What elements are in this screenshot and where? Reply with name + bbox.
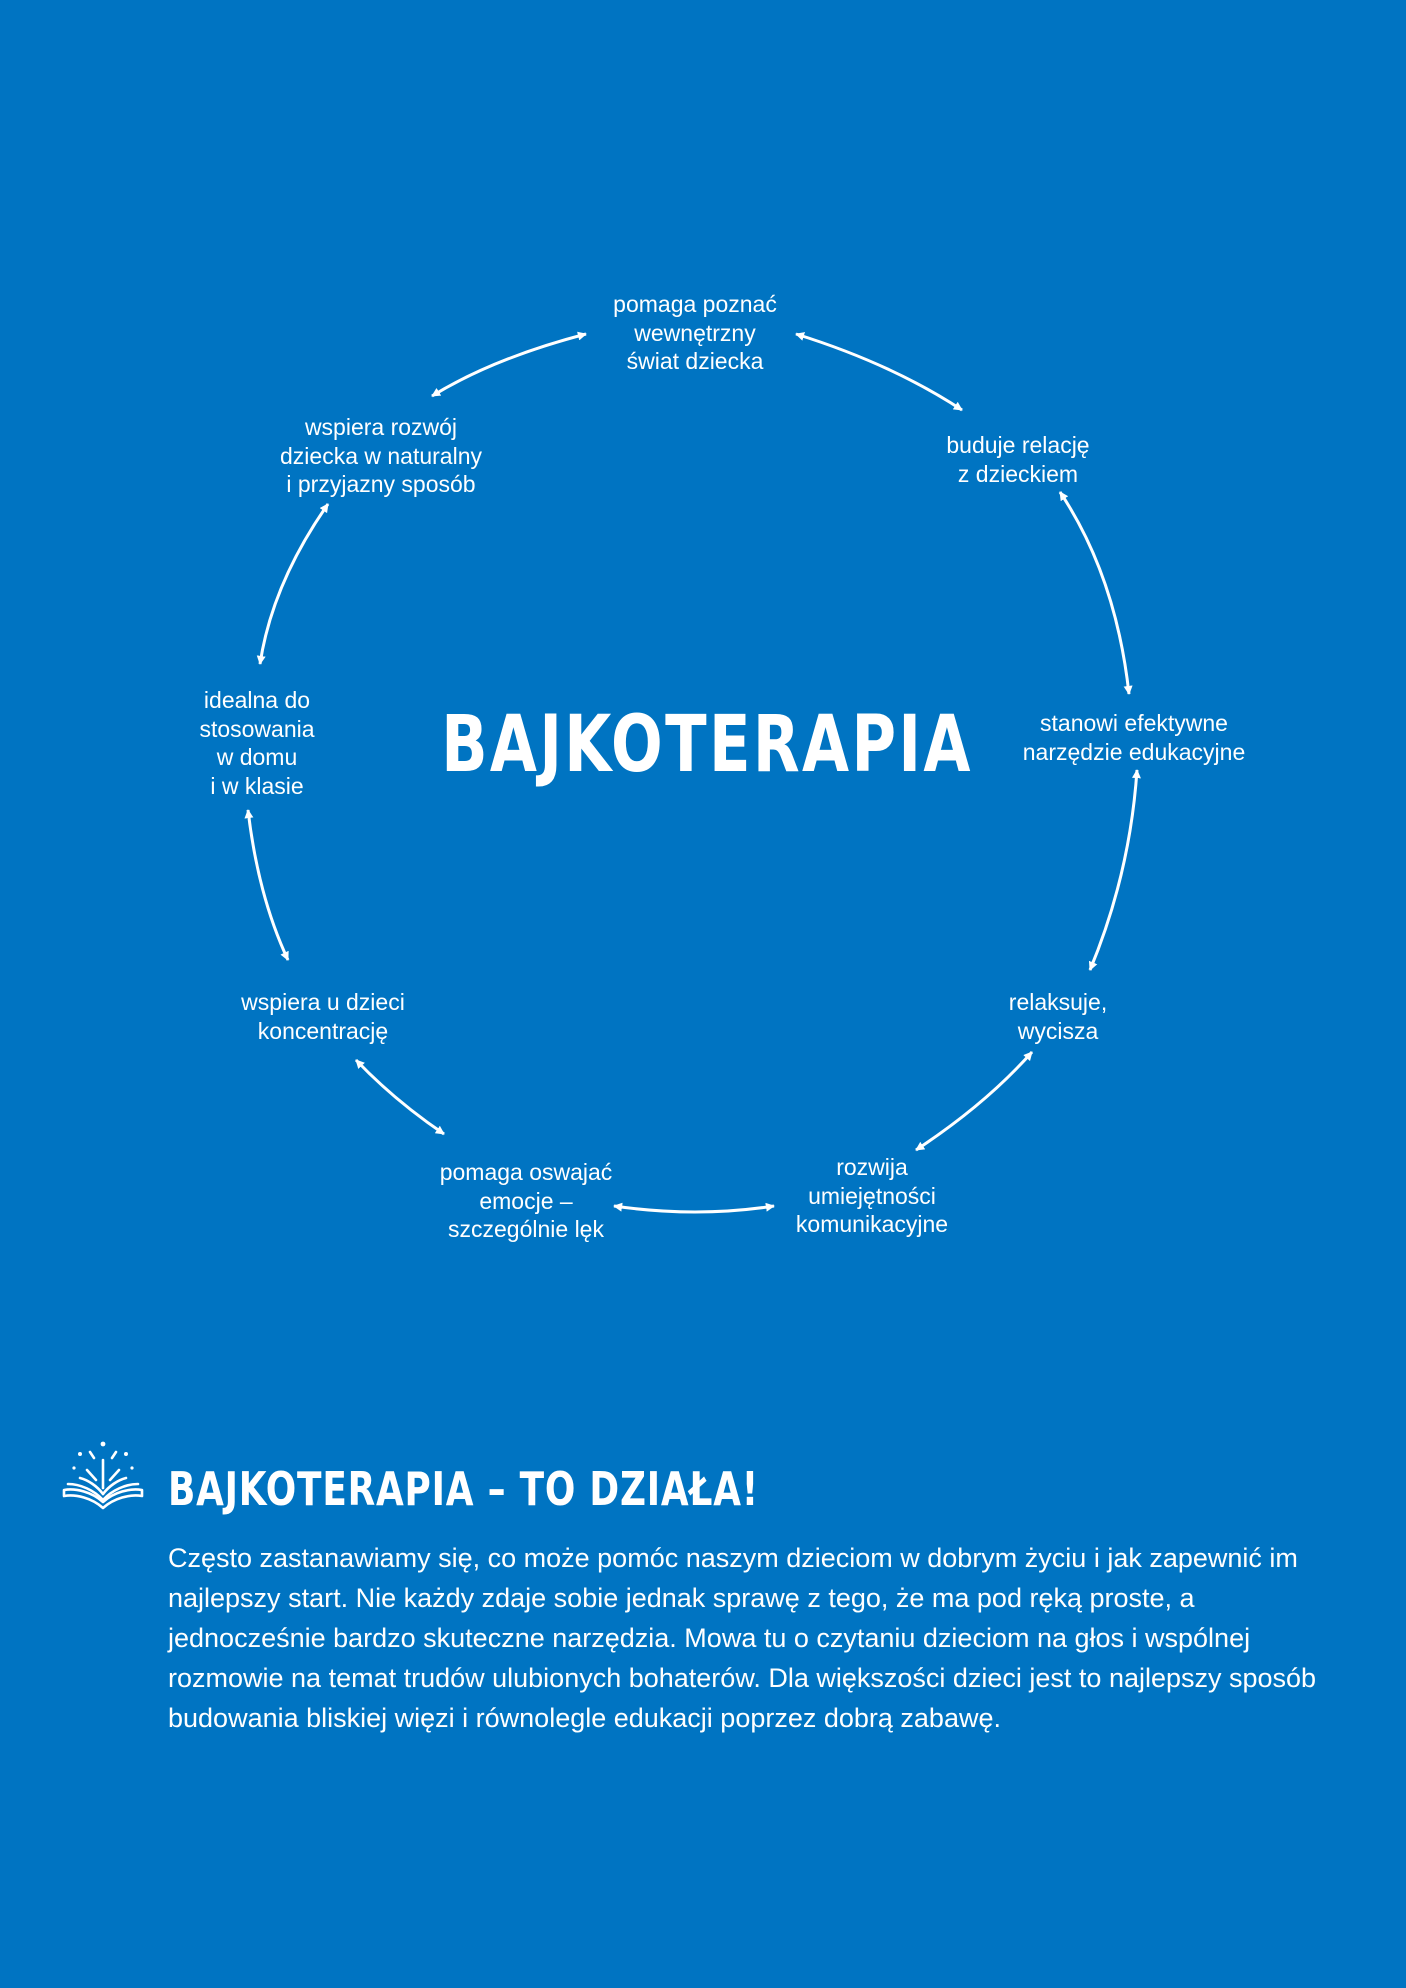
cycle-node-natural-development: wspiera rozwój dziecka w naturalny i przyjazny sposób [280,414,482,497]
arrow-natural-to-inner [432,334,586,396]
cycle-node-home-and-class: idealna do stosowania w domu i w klasie [199,687,315,799]
cycle-node-educational-tool: stanowi efektywne narzędzie edukacyjne [1022,710,1246,765]
diagram-title: BAJKOTERAPIA [441,700,973,790]
open-book-sparkles-icon [60,1430,146,1516]
arrow-communication-to-emotions [614,1206,774,1212]
arrow-concentration-to-home [248,810,288,960]
cycle-node-inner-world: pomaga poznać wewnętrzny świat dziecka [613,291,777,374]
cycle-node-builds-relationship: buduje relację z dzieckiem [946,432,1090,487]
section-body: Często zastanawiamy się, co może pomóc naszym dzieciom w dobrym życiu i jak zapewnić im najlepszy start. Nie każdy zdaje sobie jednak sprawę z tego, że ma pod ręką proste, a jednocześnie bardzo skuteczne narzędzia. Mowa tu o czytaniu dzieciom na głos i wspólnej rozmowie na temat trudów ulubionych bohaterów. Dla większości dzieci jest to najlepszy sposób budowania bliskiej więzi i równolegle edukacji poprzez dobrą zabawę. [168,1543,1317,1733]
arrow-relaxes-to-communication [916,1052,1032,1150]
arrow-emotions-to-concentration [356,1060,444,1134]
cycle-node-concentration: wspiera u dzieci koncentrację [241,989,405,1044]
arrow-relationship-to-educational [1060,492,1129,694]
arrow-inner-to-relationship [796,334,962,410]
cycle-node-relaxes: relaksuje, wycisza [1008,989,1108,1044]
section-title: BAJKOTERAPIA – TO DZIAŁA! [168,1462,759,1516]
arrow-home-to-natural [260,504,328,664]
arrow-educational-to-relaxes [1090,770,1137,970]
cycle-node-emotions: pomaga oswajać emocje – szczególnie lęk [439,1159,613,1242]
cycle-node-communication-skills: rozwija umiejętności komunikacyjne [795,1154,949,1237]
